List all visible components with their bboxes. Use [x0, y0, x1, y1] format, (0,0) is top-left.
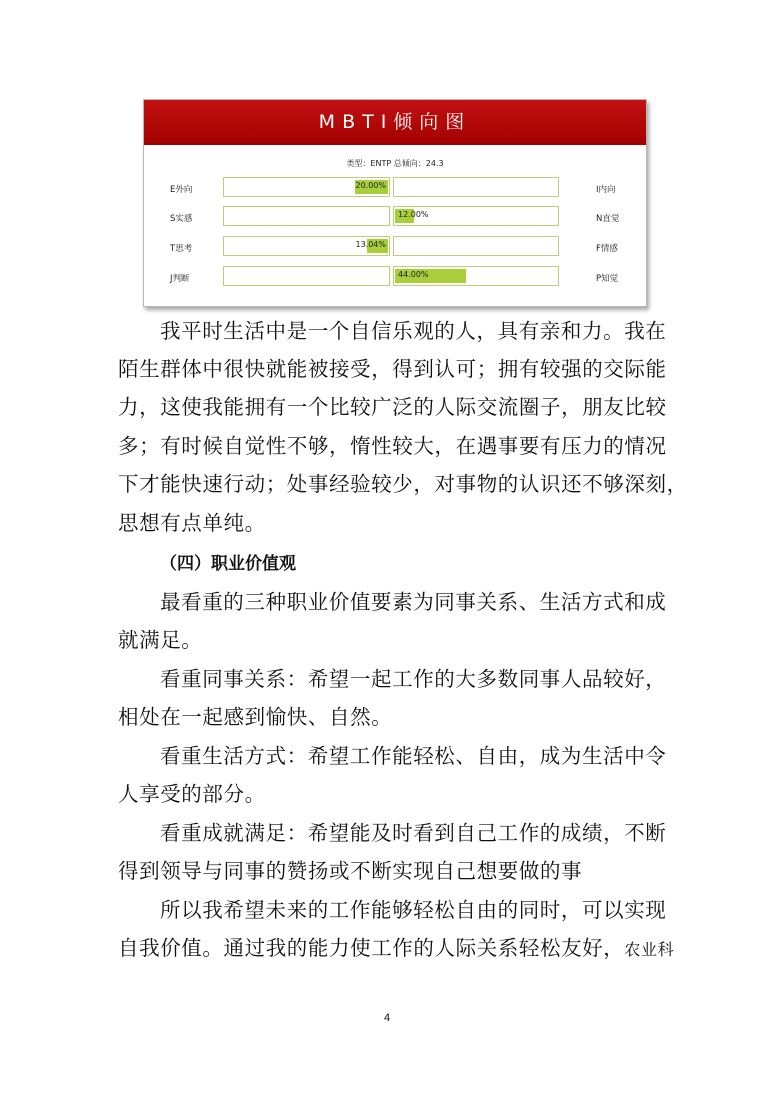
trait-bar-right	[393, 177, 559, 197]
page-number: 4	[383, 1012, 391, 1024]
trait-left-label: J判断	[170, 274, 190, 284]
trait-left-label: E外向	[170, 185, 193, 195]
mbti-row	[144, 266, 646, 288]
body-line: 看重成就满足：希望能及时看到自己工作的成绩，不断	[160, 821, 667, 845]
mbti-row	[144, 177, 646, 199]
body-line: 力，这使我能拥有一个比较广泛的人际交流圈子，朋友比较	[118, 395, 667, 419]
trait-bar-right	[393, 236, 559, 256]
section-heading: （四）职业价值观	[160, 554, 296, 574]
trait-left-label: S实感	[170, 214, 193, 224]
trait-value: 20.00%	[355, 181, 386, 190]
body-line: 人享受的部分。	[118, 782, 266, 806]
mbti-row	[144, 206, 646, 228]
mbti-row	[144, 236, 646, 258]
body-line: 看重同事关系：希望一起工作的大多数同事人品较好，	[160, 667, 667, 691]
trait-bar-left	[223, 266, 390, 286]
body-line-tail: 农业科	[624, 940, 675, 959]
body-line	[118, 931, 674, 961]
body-line: 最看重的三种职业价值要素为同事关系、生活方式和成	[160, 590, 667, 614]
trait-left-label: T思考	[170, 244, 193, 254]
mbti-subtitle: 类型：ENTP 总倾向：24.3	[346, 159, 444, 168]
trait-value: 13.04%	[355, 240, 386, 249]
body-line: 多；有时候自觉性不够，惰性较大，在遇事要有压力的情况	[118, 434, 667, 458]
body-line-text: 自我价值。通过我的能力使工作的人际关系轻松友好，	[118, 936, 625, 960]
trait-value: 44.00%	[398, 270, 429, 279]
body-line: 就满足。	[118, 628, 203, 652]
body-line: 陌生群体中很快就能被接受，得到认可；拥有较强的交际能	[118, 357, 667, 381]
trait-value: 12.00%	[398, 210, 429, 219]
trait-right-label: I内向	[596, 185, 616, 195]
trait-right-label: F情感	[596, 244, 618, 254]
body-line: 思想有点单纯。	[118, 511, 266, 535]
trait-bar-left	[223, 206, 390, 226]
trait-right-label: N直觉	[596, 214, 620, 224]
body-line: 我平时生活中是一个自信乐观的人，具有亲和力。我在	[160, 319, 667, 343]
body-line: 所以我希望未来的工作能够轻松自由的同时，可以实现	[160, 898, 667, 922]
mbti-title: MBTI倾向图	[144, 100, 646, 145]
mbti-chart	[143, 99, 647, 307]
body-line: 相处在一起感到愉快、自然。	[118, 705, 393, 729]
body-line: 下才能快速行动；处事经验较少，对事物的认识还不够深刻，	[118, 472, 688, 496]
trait-right-label: P知觉	[596, 274, 619, 284]
body-line: 得到领导与同事的赞扬或不断实现自己想要做的事	[118, 859, 583, 883]
body-line: 看重生活方式：希望工作能轻松、自由，成为生活中令	[160, 744, 667, 768]
